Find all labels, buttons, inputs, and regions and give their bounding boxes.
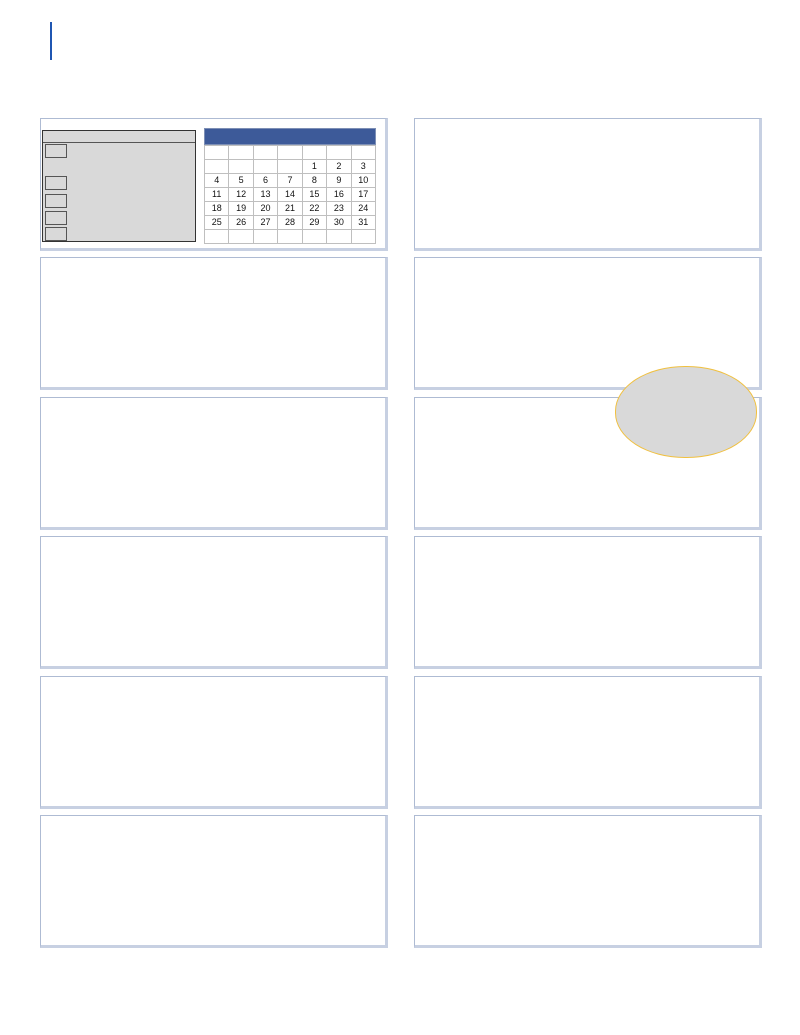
semester-panel-right bbox=[414, 676, 762, 809]
empty-day-cell bbox=[351, 230, 375, 244]
day-cell: 23 bbox=[327, 202, 351, 216]
legend-swatch-snow-days bbox=[45, 227, 67, 241]
day-cell: 18 bbox=[205, 202, 229, 216]
day-cell: 13 bbox=[253, 188, 277, 202]
empty-day-cell bbox=[278, 230, 302, 244]
day-cell: 1 bbox=[302, 160, 326, 174]
day-cell: 7 bbox=[278, 174, 302, 188]
empty-day-cell bbox=[205, 230, 229, 244]
semester-panel-left bbox=[40, 815, 388, 948]
day-cell: 10 bbox=[351, 174, 375, 188]
day-cell: 8 bbox=[302, 174, 326, 188]
day-cell: 22 bbox=[302, 202, 326, 216]
empty-day-cell bbox=[229, 160, 253, 174]
legend-swatch-early-dismissal bbox=[45, 194, 67, 208]
weekday-label bbox=[253, 146, 277, 160]
semester-panel-right bbox=[414, 118, 762, 251]
weekday-label bbox=[327, 146, 351, 160]
day-cell: 5 bbox=[229, 174, 253, 188]
weekday-label bbox=[302, 146, 326, 160]
month-calendar bbox=[204, 128, 376, 244]
district-logo bbox=[44, 22, 58, 60]
week-row bbox=[205, 202, 376, 216]
empty-day-cell bbox=[205, 160, 229, 174]
day-cell: 11 bbox=[205, 188, 229, 202]
semester-panel-left bbox=[40, 397, 388, 530]
day-cell: 6 bbox=[253, 174, 277, 188]
week-row bbox=[205, 174, 376, 188]
day-cell: 9 bbox=[327, 174, 351, 188]
snow-days-badge bbox=[615, 366, 757, 458]
week-row bbox=[205, 160, 376, 174]
day-cell: 14 bbox=[278, 188, 302, 202]
semester-panel-left bbox=[40, 536, 388, 669]
day-cell: 12 bbox=[229, 188, 253, 202]
empty-day-cell bbox=[229, 230, 253, 244]
day-cell: 29 bbox=[302, 216, 326, 230]
legend-divider bbox=[43, 142, 195, 143]
day-cell: 24 bbox=[351, 202, 375, 216]
day-cell: 17 bbox=[351, 188, 375, 202]
week-row bbox=[205, 216, 376, 230]
day-cell: 31 bbox=[351, 216, 375, 230]
semester-panel-left bbox=[40, 257, 388, 390]
day-cell: 16 bbox=[327, 188, 351, 202]
day-cell: 27 bbox=[253, 216, 277, 230]
month-grid bbox=[204, 145, 376, 244]
empty-day-cell bbox=[253, 160, 277, 174]
day-cell: 4 bbox=[205, 174, 229, 188]
empty-day-cell bbox=[278, 160, 302, 174]
day-cell: 19 bbox=[229, 202, 253, 216]
day-cell: 2 bbox=[327, 160, 351, 174]
empty-day-cell bbox=[253, 230, 277, 244]
day-cell: 21 bbox=[278, 202, 302, 216]
day-cell: 3 bbox=[351, 160, 375, 174]
legend-swatch-inservice bbox=[45, 144, 67, 158]
legend-swatch-closed bbox=[45, 176, 67, 190]
weekday-label bbox=[351, 146, 375, 160]
day-cell: 26 bbox=[229, 216, 253, 230]
week-row bbox=[205, 188, 376, 202]
day-cell: 25 bbox=[205, 216, 229, 230]
logo-divider bbox=[50, 22, 52, 60]
empty-day-cell bbox=[327, 230, 351, 244]
semester-panel-right bbox=[414, 815, 762, 948]
day-cell: 15 bbox=[302, 188, 326, 202]
month-title bbox=[204, 128, 376, 145]
semester-panel-right bbox=[414, 536, 762, 669]
week-row bbox=[205, 230, 376, 244]
legend-swatch-first-last-day bbox=[45, 211, 67, 225]
weekday-label bbox=[229, 146, 253, 160]
semester-panel-left bbox=[40, 676, 388, 809]
weekday-label bbox=[278, 146, 302, 160]
day-cell: 30 bbox=[327, 216, 351, 230]
legend-key bbox=[42, 130, 196, 242]
day-cell: 28 bbox=[278, 216, 302, 230]
day-cell: 20 bbox=[253, 202, 277, 216]
weekday-header-row bbox=[205, 146, 376, 160]
empty-day-cell bbox=[302, 230, 326, 244]
weekday-label bbox=[205, 146, 229, 160]
